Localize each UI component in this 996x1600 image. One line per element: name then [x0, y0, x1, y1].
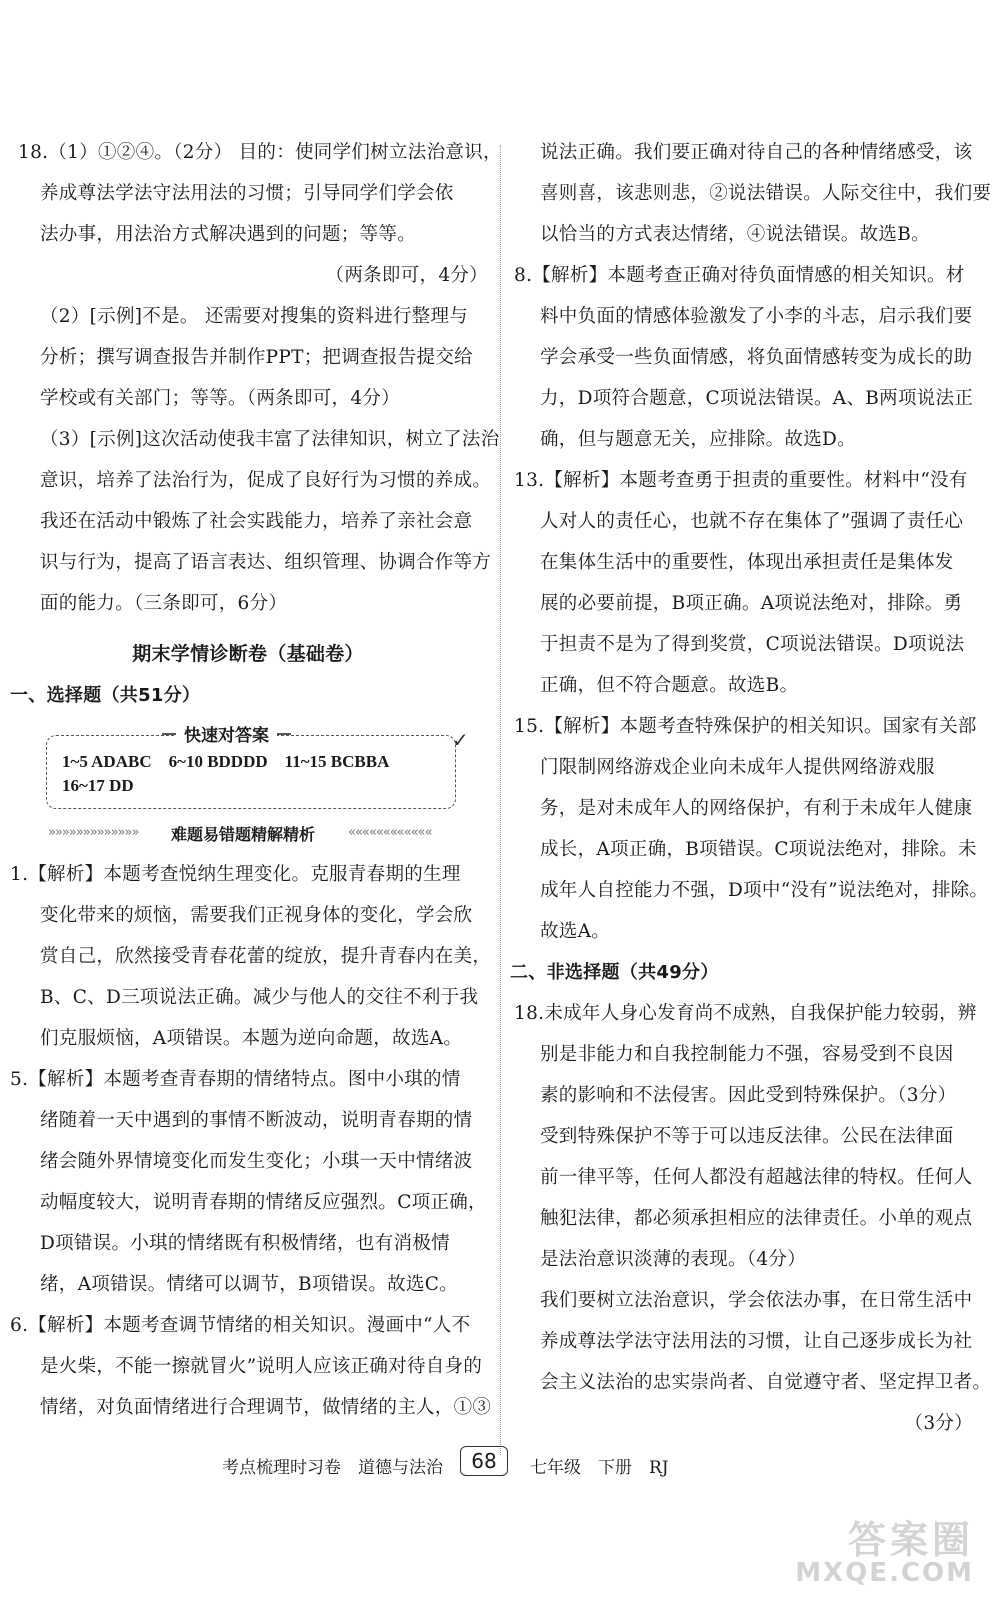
- text-line: （3分）: [904, 1413, 973, 1434]
- text-line: 以恰当的方式表达情绪，④说法错误。故选B。: [540, 224, 930, 245]
- text-line: 是火柴，不能一擦就冒火”说明人应该正确对待自身的: [40, 1356, 483, 1377]
- text-line: 绪，A项错误。情绪可以调节，B项错误。故选C。: [40, 1274, 459, 1295]
- text-line: 变化带来的烦恼，需要我们正视身体的变化，学会欣: [40, 905, 473, 926]
- text-line: 意识，培养了法治行为，促成了良好行为习惯的养成。: [40, 470, 492, 491]
- text-line: 面的能力。（三条即可，6分）: [40, 593, 288, 614]
- quick-answer-title: 快速对答案: [176, 721, 277, 746]
- text-line: 学会承受一些负面情感，将负面情感转变为成长的助: [540, 347, 973, 368]
- text-line: 学校或有关部门；等等。（两条即可，4分）: [40, 388, 401, 409]
- text-line: 6.【解析】本题考查调节情绪的相关知识。漫画中“人不: [10, 1315, 471, 1336]
- text-line: 1.【解析】本题考查悦纳生理变化。克服青春期的生理: [10, 864, 461, 885]
- text-line: 会主义法治的忠实崇尚者、自觉遵守者、坚定捍卫者。: [540, 1372, 992, 1393]
- text-line: 人对人的责任心，也就不存在集体了”强调了责任心: [540, 511, 964, 532]
- text-line: 力，D项符合题意，C项说法错误。A、B两项说法正: [540, 388, 974, 409]
- text-line: 喜则喜，该悲则悲，②说法错误。人际交往中，我们要: [540, 183, 992, 204]
- text-line: 赏自己，欣然接受青春花蕾的绽放，提升青春内在美，: [40, 946, 492, 967]
- text-line: 动幅度较大，说明青春期的情绪反应强烈。C项正确，: [40, 1192, 487, 1213]
- text-line: 故选A。: [540, 921, 611, 942]
- text-line: 我们要树立法治意识，学会依法办事，在日常生活中: [540, 1290, 973, 1311]
- section-heading: 一、选择题（共51分）: [10, 685, 201, 706]
- text-line: 养成尊法学法守法用法的习惯；引导同学们学会依: [40, 183, 454, 204]
- watermark-logo: [795, 1509, 974, 1588]
- text-line: 绪随着一天中遇到的事情不断波动，说明青春期的情: [40, 1110, 473, 1131]
- text-line: 于担责不是为了得到奖赏，C项说法错误。D项说法: [540, 634, 965, 655]
- text-line: 8.【解析】本题考查正确对待负面情感的相关知识。材: [514, 265, 965, 286]
- text-line: 养成尊法学法守法用法的习惯，让自己逐步成长为社: [540, 1331, 973, 1352]
- text-line: 务，是对未成年人的网络保护，有利于未成年人健康: [540, 798, 973, 819]
- text-line: 门限制网络游戏企业向未成年人提供网络游戏服: [540, 757, 935, 778]
- text-line: 分析；撰写调查报告并制作PPT；把调查报告提交给: [40, 347, 473, 368]
- text-line: B、C、D三项说法正确。减少与他人的交往不利于我: [40, 987, 479, 1008]
- text-line: 料中负面的情感体验激发了小李的斗志，启示我们要: [540, 306, 973, 327]
- text-line: 正确，但不符合题意。故选B。: [540, 675, 799, 696]
- banner-title: 难题易错题精解精析: [171, 825, 316, 844]
- text-line: （两条即可，4分）: [325, 265, 488, 286]
- check-icon: ✓: [452, 728, 469, 752]
- text-line: 素的影响和不法侵害。因此受到特殊保护。（3分）: [540, 1085, 957, 1106]
- text-line: 确，但与题意无关，应排除。故选D。: [540, 429, 856, 450]
- text-line: 说法正确。我们要正确对待自己的各种情绪感受，该: [540, 142, 973, 163]
- text-line: 18.（1）①②④。（2分） 目的：使同学们树立法治意识，: [18, 142, 502, 163]
- analysis-banner: [48, 822, 468, 846]
- text-line: 情绪，对负面情绪进行合理调节，做情绪的主人，①③: [40, 1397, 492, 1418]
- text-line: 展的必要前提，B项正确。A项说法绝对，排除。勇: [540, 593, 963, 614]
- text-line: 是法治意识淡薄的表现。（4分）: [540, 1249, 807, 1270]
- text-line: 我还在活动中锻炼了社会实践能力，培养了亲社会意: [40, 511, 473, 532]
- text-line: 触犯法律，都必须承担相应的法律责任。小单的观点: [540, 1208, 973, 1229]
- answer-row: 16~17 DD: [62, 776, 134, 795]
- text-line: 法办事，用法治方式解决遇到的问题；等等。: [40, 224, 417, 245]
- exam-title: 期末学情诊断卷（基础卷）: [132, 643, 364, 665]
- text-line: （3）[示例]这次活动使我丰富了法律知识，树立了法治: [40, 429, 500, 450]
- text-line: 15.【解析】本题考查特殊保护的相关知识。国家有关部: [514, 716, 977, 737]
- text-line: 18.未成年人身心发育尚不成熟，自我保护能力较弱，辨: [514, 1003, 977, 1024]
- column-divider: [500, 145, 501, 1455]
- arrows-left-icon: ««««««««««««: [348, 825, 432, 840]
- page-number: 68: [460, 1446, 508, 1476]
- arrows-right-icon: »»»»»»»»»»»»»: [48, 825, 139, 840]
- text-line: 成年人自控能力不强，D项中“没有”说法绝对，排除。: [540, 880, 989, 901]
- text-line: 前一律平等，任何人都没有超越法律的特权。任何人: [540, 1167, 973, 1188]
- text-line: 受到特殊保护不等于可以违反法律。公民在法律面: [540, 1126, 954, 1147]
- footer-book-title: 考点梳理时习卷 道德与法治: [222, 1458, 443, 1478]
- watermark-text: 答案圈: [847, 1518, 974, 1562]
- text-line: 13.【解析】本题考查勇于担责的重要性。材料中“没有: [514, 470, 968, 491]
- section-heading: 二、非选择题（共49分）: [510, 962, 719, 983]
- text-line: 5.【解析】本题考查青春期的情绪特点。图中小琪的情: [10, 1069, 461, 1090]
- text-line: 在集体生活中的重要性，体现出承担责任是集体发: [540, 552, 954, 573]
- text-line: 别是非能力和自我控制能力不强，容易受到不良因: [540, 1044, 954, 1065]
- text-line: 成长，A项正确，B项错误。C项说法绝对，排除。未: [540, 839, 977, 860]
- answer-row: 1~5 ADABC 6~10 BDDDD 11~15 BCBBA: [62, 752, 390, 771]
- text-line: （2）[示例]不是。 还需要对搜集的资料进行整理与: [40, 306, 469, 327]
- text-line: 识与行为，提高了语言表达、组织管理、协调合作等方: [40, 552, 492, 573]
- footer-grade: 七年级 下册 RJ: [530, 1458, 669, 1478]
- watermark-url: MXQE.COM: [795, 1558, 974, 1588]
- text-line: D项错误。小琪的情绪既有积极情绪，也有消极情: [40, 1233, 450, 1254]
- text-line: 们克服烦恼，A项错误。本题为逆向命题，故选A。: [40, 1028, 463, 1049]
- text-line: 绪会随外界情境变化而发生变化；小琪一天中情绪波: [40, 1151, 473, 1172]
